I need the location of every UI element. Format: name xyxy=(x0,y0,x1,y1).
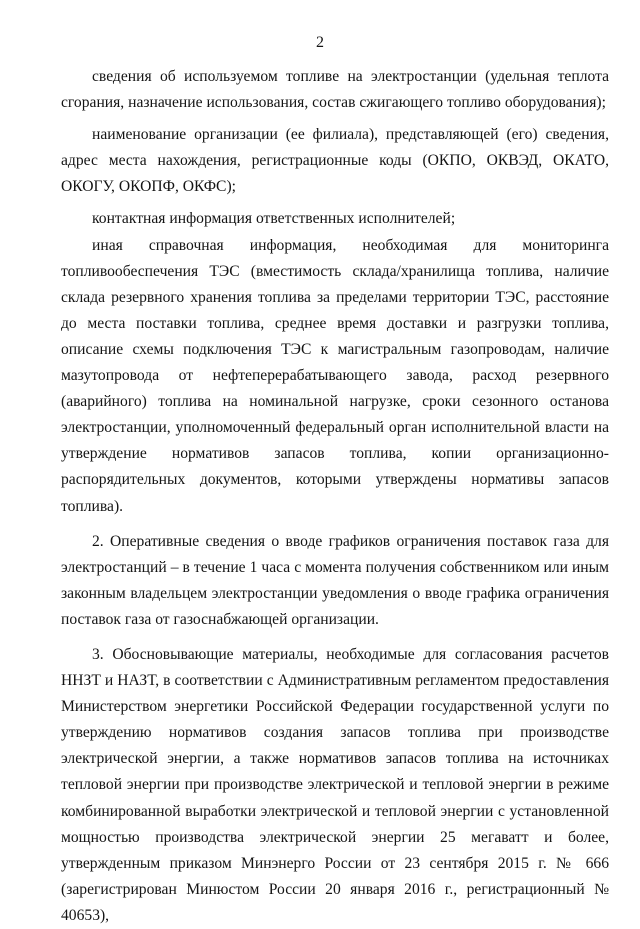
paragraph-fuel-info: сведения об используемом топливе на электростанции (удельная теплота сгорания, назначение использования, состав сжигающего топливо оборудования); xyxy=(61,68,609,112)
page-number: 2 xyxy=(316,34,324,51)
paragraph-contact-info: контактная информация ответственных исполнителей; xyxy=(92,210,456,228)
document-body xyxy=(61,64,609,929)
paragraph-item-2: 2. Оперативные сведения о вводе графиков ограничения поставок газа для электростанций – в течение 1 часа с момента получения собственником или иным законным владельцем электростанции уведомления о вводе графика ограничения поставок газа от газоснабжающей организации. xyxy=(61,532,609,628)
paragraph-item-3: 3. Обосновывающие материалы, необходимые для согласования расчетов ННЗТ и НАЗТ, в соответствии с Административным регламентом предоставления Министерством энергетики Российской Федерации государственной услуги по утверждению нормативов создания запасов топлива при производстве электрической энергии, а также нормативов запасов топлива на источниках тепловой энергии при производстве электрической и тепловой энергии в режиме комбинированной выработки электрической и тепловой энергии с установленной мощностью производства электрической энергии 25 мегаватт и более, утвержденным приказом Минэнерго России от 23 сентября 2015 г. № 666 (зарегистрирован Минюстом России 20 января 2016 г., регистрационный № 40653), xyxy=(61,645,609,924)
paragraph-other-info: иная справочная информация, необходимая для мониторинга топливообеспечения ТЭС (вместимость склада/хранилища топлива, наличие склада резервного хранения топлива за пределами территории ТЭС, расстояние до места поставки топлива, среднее время доставки и разгрузки топлива, описание схемы подключения ТЭС к магистральным газопроводам, наличие мазутопровода от нефтеперерабатывающего завода, расход резервного (аварийного) топлива на номинальной нагрузке, сроки сезонного останова электростанции, уполномоченный федеральный орган исполнительной власти на утверждение нормативов запасов топлива, копии организационно-распорядительных документов, которыми утверждены нормативы запасов топлива). xyxy=(61,236,609,515)
paragraph-organization-info: наименование организации (ее филиала), представляющей (его) сведения, адрес места нахождения, регистрационные коды (ОКПО, ОКВЭД, ОКАТО, ОКОГУ, ОКОПФ, ОКФС); xyxy=(61,126,609,196)
